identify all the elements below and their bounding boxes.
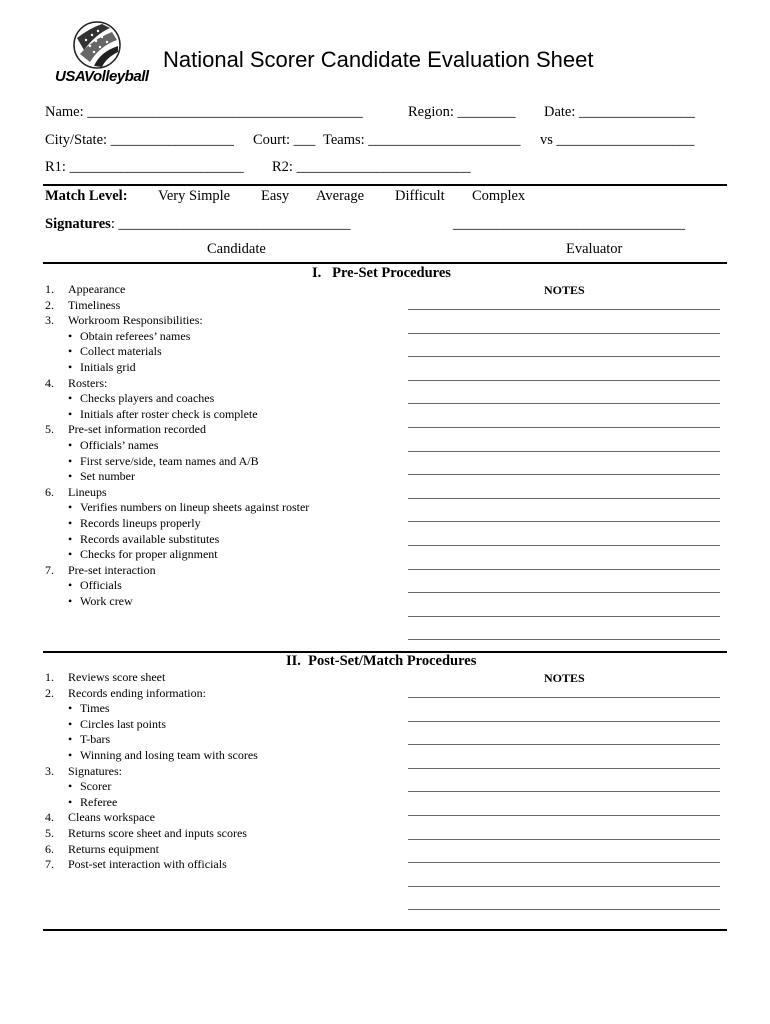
match-level-option[interactable]: Very Simple	[158, 188, 231, 204]
list-number: 2.	[45, 297, 54, 312]
notes-line[interactable]: ____________________________________________________	[408, 850, 720, 865]
list-item-text: T-bars	[80, 732, 111, 747]
list-item-text: Pre-set information recorded	[68, 422, 206, 437]
bullet-icon: •	[68, 391, 73, 406]
notes-line[interactable]: ____________________________________________________	[408, 438, 720, 453]
list-item	[45, 732, 258, 748]
bullet-icon: •	[68, 547, 73, 562]
notes-line[interactable]: ____________________________________________________	[408, 685, 720, 699]
bullet-icon: •	[68, 344, 73, 359]
notes-line[interactable]: ____________________________________________________	[408, 802, 720, 817]
list-number: 1.	[45, 670, 54, 684]
list-item-text: Records available substitutes	[80, 531, 220, 546]
name-field[interactable]: Name: ______________________________________	[45, 104, 363, 120]
list-item	[45, 563, 309, 579]
list-number: 3.	[45, 313, 54, 328]
list-item	[45, 454, 309, 470]
list-number: 4.	[45, 810, 54, 825]
r1-field[interactable]: R1: ________________________	[45, 159, 244, 175]
list-item-text: Initials after roster check is complete	[80, 406, 258, 421]
bullet-icon: •	[68, 469, 73, 484]
list-item	[45, 670, 258, 686]
list-item	[45, 594, 309, 610]
bullet-icon: •	[68, 732, 73, 747]
notes-line[interactable]: ____________________________________________________	[408, 779, 720, 794]
notes-line[interactable]: ____________________________________________________	[408, 603, 720, 618]
bullet-icon: •	[68, 531, 73, 546]
list-number: 6.	[45, 484, 54, 499]
list-item-text: Officials	[80, 578, 122, 593]
list-item	[45, 516, 309, 532]
candidate-signature-line[interactable]: ________________________________	[118, 216, 351, 232]
volleyball-logo-icon	[72, 20, 122, 70]
list-item-text: Pre-set interaction	[68, 562, 156, 577]
list-item	[45, 686, 258, 702]
bullet-icon: •	[68, 437, 73, 452]
list-item	[45, 282, 309, 298]
list-item	[45, 795, 258, 811]
list-number: 5.	[45, 825, 54, 840]
notes-line[interactable]: ____________________________________________________	[408, 297, 720, 311]
bullet-icon: •	[68, 359, 73, 374]
list-item-text: Work crew	[80, 593, 133, 608]
list-item	[45, 313, 309, 329]
list-item-text: Cleans workspace	[68, 810, 155, 825]
notes-line[interactable]: ____________________________________________________	[408, 344, 720, 359]
region-field[interactable]: Region: ________	[408, 104, 516, 120]
list-item	[45, 376, 309, 392]
signatures-colon: :	[110, 216, 115, 232]
list-item	[45, 391, 309, 407]
list-item-text: Signatures:	[68, 763, 122, 778]
notes-line[interactable]: ____________________________________________________	[408, 873, 720, 888]
list-item	[45, 329, 309, 345]
list-item-text: Records lineups properly	[80, 515, 201, 530]
list-item-text: Circles last points	[80, 716, 166, 731]
date-field[interactable]: Date: ________________	[544, 104, 696, 120]
notes-line[interactable]: ____________________________________________________	[408, 391, 720, 406]
notes-line[interactable]: ____________________________________________________	[408, 708, 720, 723]
notes-line[interactable]: ____________________________________________________	[408, 556, 720, 571]
list-item-text: Checks for proper alignment	[80, 547, 218, 562]
divider	[43, 929, 727, 931]
match-level-option[interactable]: Difficult	[395, 188, 445, 204]
notes-label: NOTES	[544, 671, 585, 685]
bullet-icon: •	[68, 593, 73, 608]
list-number: 7.	[45, 562, 54, 577]
divider	[43, 184, 727, 186]
notes-line[interactable]: ____________________________________________________	[408, 485, 720, 500]
bullet-icon: •	[68, 406, 73, 421]
list-item	[45, 717, 258, 733]
list-item	[45, 438, 309, 454]
list-item	[45, 485, 309, 501]
bullet-icon: •	[68, 716, 73, 731]
list-item	[45, 748, 258, 764]
signatures-row	[45, 216, 350, 233]
list-item-text: Reviews score sheet	[68, 670, 166, 684]
notes-line[interactable]: ____________________________________________________	[408, 414, 720, 429]
notes-line[interactable]: ____________________________________________________	[408, 320, 720, 335]
list-item	[45, 344, 309, 360]
list-item-text: Rosters:	[68, 375, 108, 390]
list-item-text: Set number	[80, 469, 135, 484]
list-number: 1.	[45, 282, 54, 296]
list-number: 4.	[45, 375, 54, 390]
notes-line[interactable]: ____________________________________________________	[408, 627, 720, 642]
list-item-text: Winning and losing team with scores	[80, 747, 258, 762]
list-item	[45, 360, 309, 376]
list-item-text: Officials’ names	[80, 437, 159, 452]
notes-line[interactable]: ____________________________________________________	[408, 532, 720, 547]
list-item	[45, 547, 309, 563]
list-item-text: Initials grid	[80, 359, 136, 374]
pre-set-notes	[408, 293, 720, 647]
list-item	[45, 701, 258, 717]
list-item	[45, 469, 309, 485]
list-item	[45, 764, 258, 780]
list-item-text: Post-set interaction with officials	[68, 857, 227, 872]
logo-text: USAVolleyball	[55, 68, 149, 85]
candidate-label: Candidate	[207, 241, 266, 257]
list-item-text: Workroom Responsibilities:	[68, 313, 203, 328]
divider	[43, 262, 727, 264]
evaluator-label: Evaluator	[566, 241, 623, 257]
list-item	[45, 407, 309, 423]
bullet-icon: •	[68, 500, 73, 515]
list-item	[45, 422, 309, 438]
court-field[interactable]: Court: ___	[253, 132, 316, 148]
notes-line[interactable]: ____________________________________________________	[408, 755, 720, 770]
bullet-icon: •	[68, 578, 73, 593]
list-item	[45, 500, 309, 516]
city-state-field[interactable]: City/State: _________________	[45, 132, 234, 148]
list-item	[45, 857, 258, 873]
evaluator-signature-line[interactable]: ________________________________	[453, 216, 685, 232]
list-number: 5.	[45, 422, 54, 437]
list-item-text: Obtain referees’ names	[80, 328, 191, 343]
list-item-text: Checks players and coaches	[80, 391, 215, 406]
list-item-text: Collect materials	[80, 344, 162, 359]
list-item-text: Referee	[80, 794, 118, 809]
notes-label: NOTES	[544, 283, 585, 297]
notes-line[interactable]: ____________________________________________________	[408, 580, 720, 595]
list-item-text: Records ending information:	[68, 685, 206, 700]
list-item-text: Returns equipment	[68, 841, 159, 856]
list-number: 3.	[45, 763, 54, 778]
r2-field[interactable]: R2: ________________________	[272, 159, 471, 175]
bullet-icon: •	[68, 701, 73, 716]
notes-line[interactable]: ____________________________________________________	[408, 897, 720, 912]
vs-field[interactable]: vs ___________________	[540, 132, 695, 148]
match-level-option[interactable]: Easy	[261, 188, 290, 204]
bullet-icon: •	[68, 328, 73, 343]
list-item-text: First serve/side, team names and A/B	[80, 453, 259, 468]
list-item	[45, 578, 309, 594]
bullet-icon: •	[68, 794, 73, 809]
notes-line[interactable]: ____________________________________________________	[408, 462, 720, 477]
match-level-option[interactable]: Average	[316, 188, 365, 204]
list-item	[45, 532, 309, 548]
list-item	[45, 842, 258, 858]
list-item-text: Returns score sheet and inputs scores	[68, 825, 247, 840]
notes-line[interactable]: ____________________________________________________	[408, 509, 720, 524]
match-level-label: Match Level:	[45, 188, 128, 204]
list-item	[45, 826, 258, 842]
bullet-icon: •	[68, 453, 73, 468]
list-item-text: Scorer	[80, 779, 112, 794]
notes-line[interactable]: ____________________________________________________	[408, 732, 720, 747]
list-item	[45, 298, 309, 314]
signatures-label: Signatures	[45, 216, 111, 232]
pre-set-procedures-list	[45, 282, 309, 609]
match-level-option[interactable]: Complex	[472, 188, 526, 204]
bullet-icon: •	[68, 747, 73, 762]
list-item	[45, 779, 258, 795]
list-item-text: Timeliness	[68, 297, 121, 312]
notes-line[interactable]: ____________________________________________________	[408, 826, 720, 841]
list-item	[45, 810, 258, 826]
section-heading: I. Pre-Set Procedures	[312, 265, 451, 281]
list-item-text: Appearance	[68, 282, 126, 296]
bullet-icon: •	[68, 779, 73, 794]
notes-line[interactable]: ____________________________________________________	[408, 367, 720, 382]
bullet-icon: •	[68, 515, 73, 530]
list-item-text: Times	[80, 701, 110, 716]
teams-field[interactable]: Teams: _____________________	[323, 132, 521, 148]
list-number: 7.	[45, 857, 54, 872]
post-set-notes	[408, 681, 720, 917]
list-number: 2.	[45, 685, 54, 700]
list-item-text: Verifies numbers on lineup sheets against roster	[80, 500, 310, 515]
list-number: 6.	[45, 841, 54, 856]
page-title: National Scorer Candidate Evaluation Sheet	[163, 47, 594, 72]
section-heading: II. Post-Set/Match Procedures	[286, 653, 477, 669]
list-item-text: Lineups	[68, 484, 107, 499]
post-set-procedures-list	[45, 670, 258, 873]
